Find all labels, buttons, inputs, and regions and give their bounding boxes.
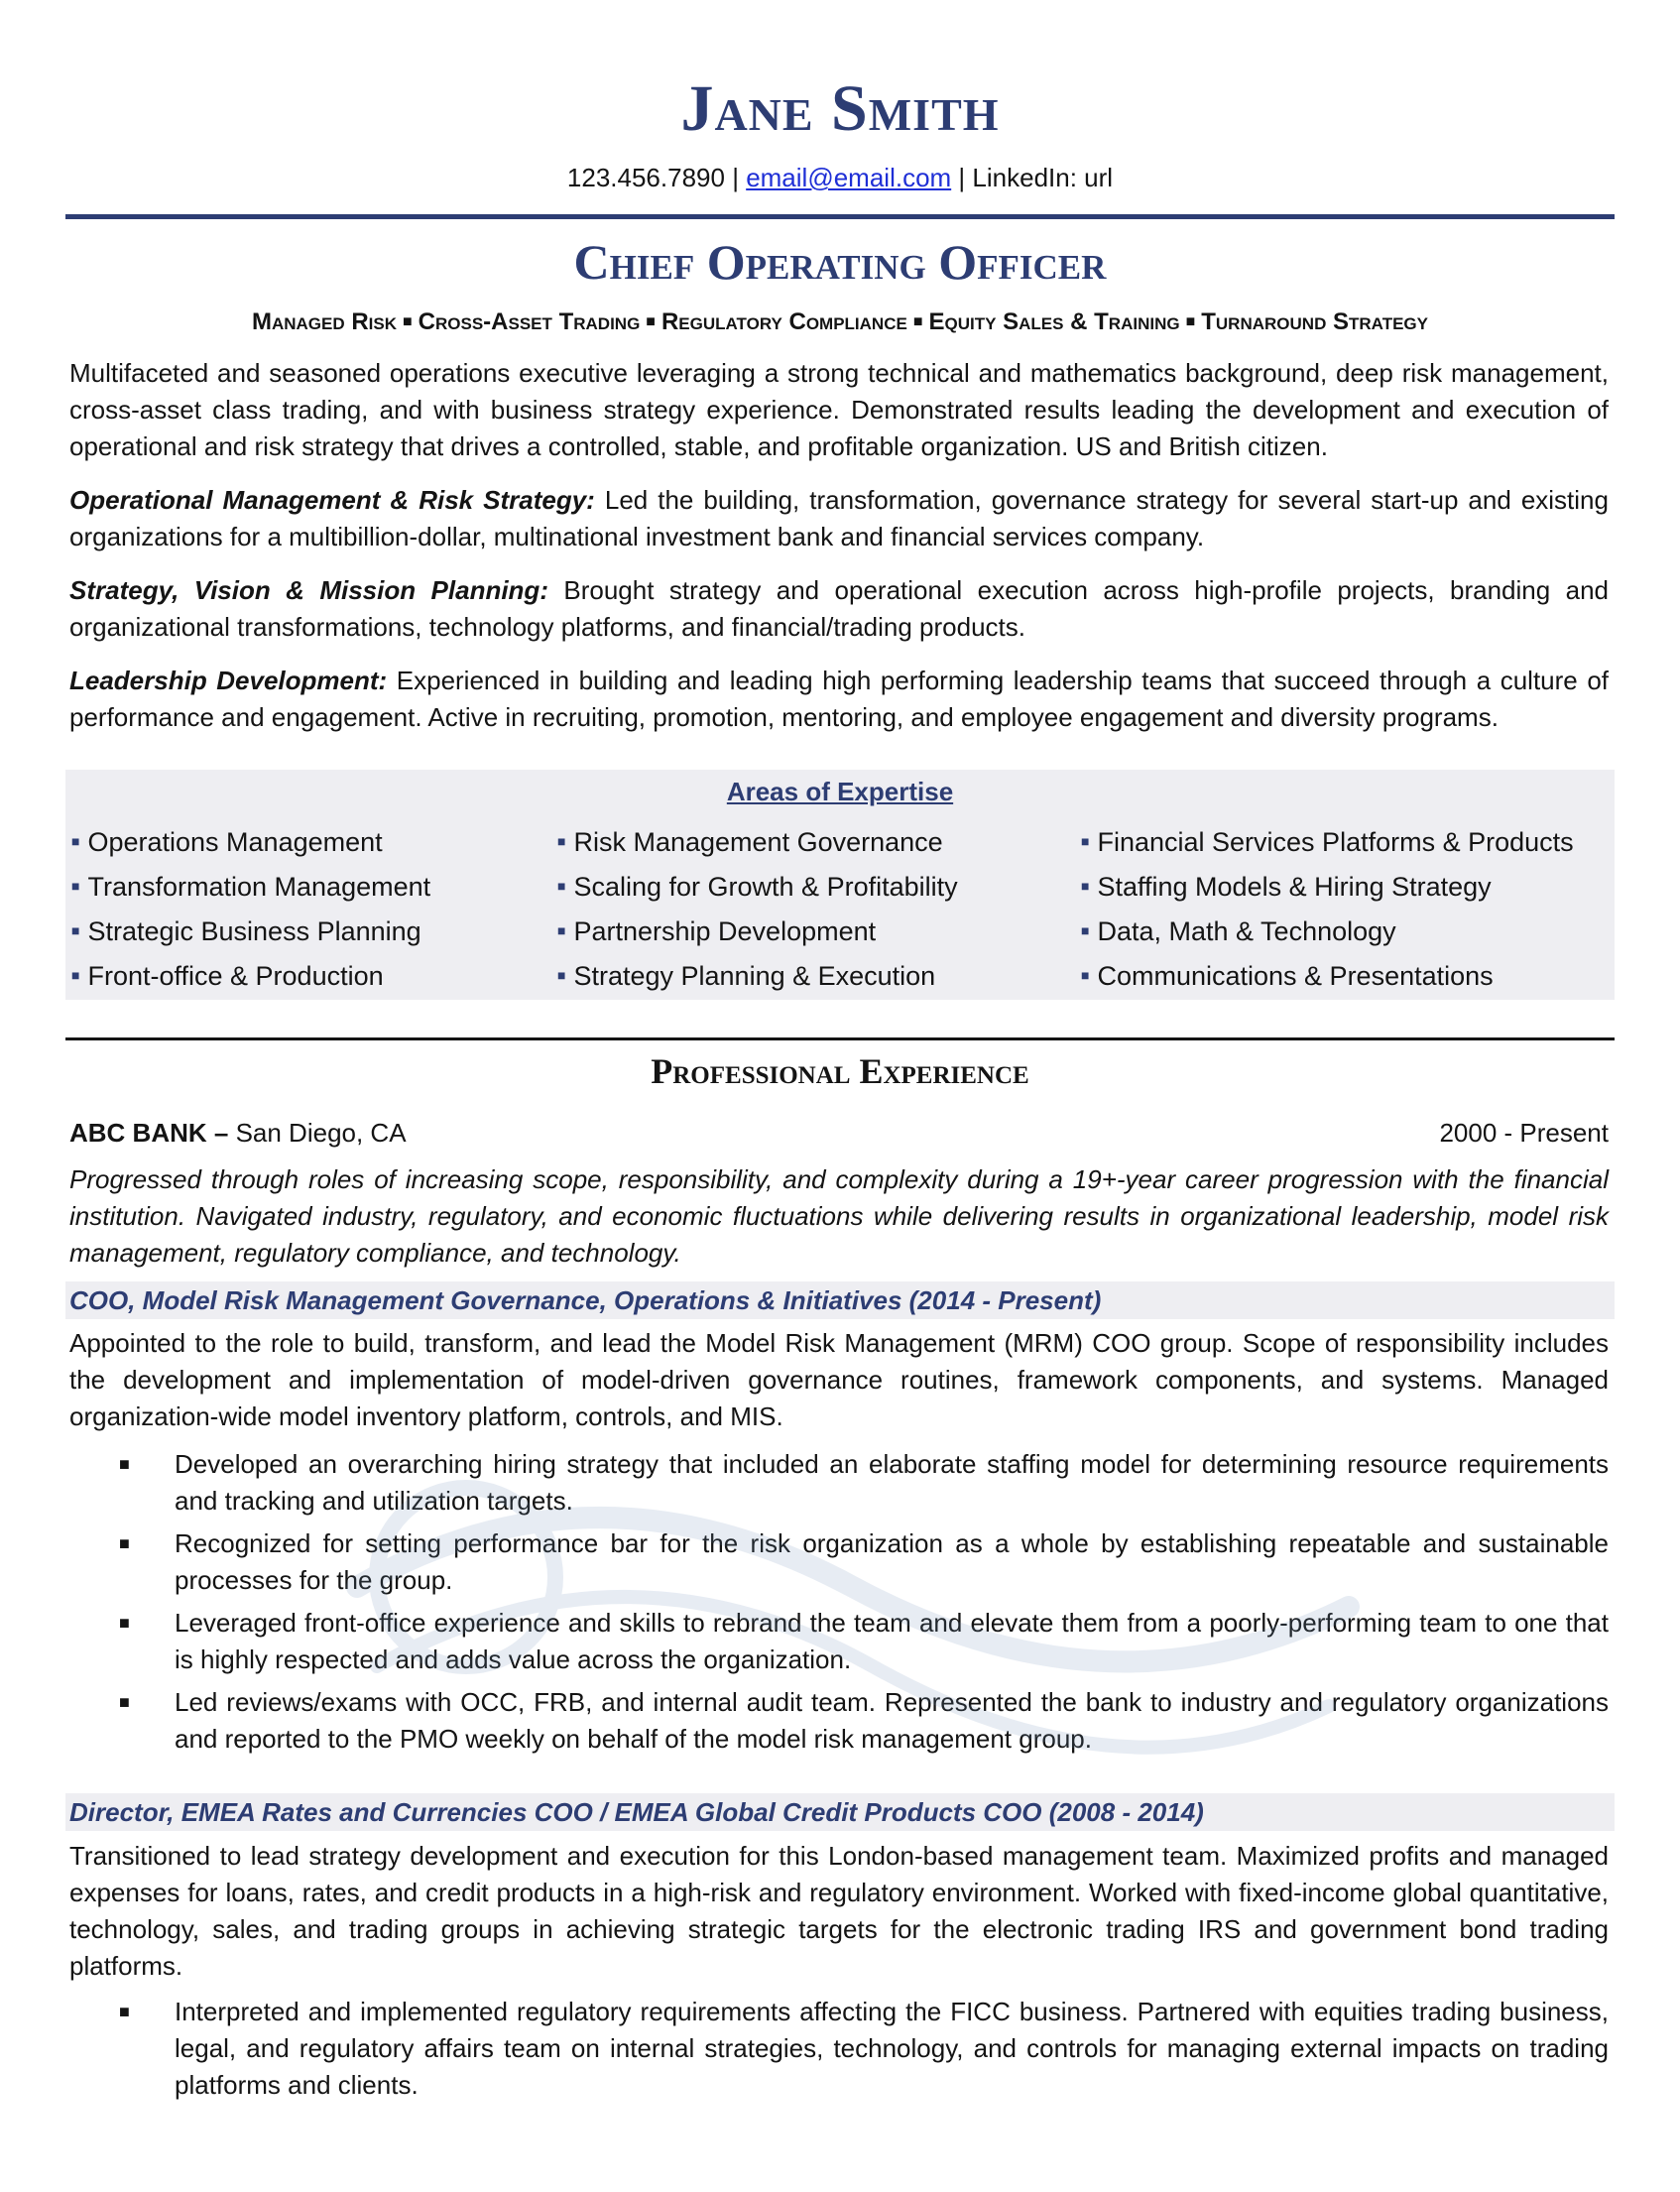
role-title-bar [65, 1793, 1615, 1831]
summary-paragraph: Multifaceted and seasoned operations executive leveraging a strong technical and mathematics background, deep risk management, cross-asset class trading, and with business strategy experience. Demonstrated results leading the development and execution of operational and risk strategy that drives a controlled, stable, and profitable organization. US and British citizen. [69, 358, 1609, 461]
keyword-bar [0, 305, 1680, 339]
square-bullet-icon: ■ [1081, 878, 1090, 894]
square-bullet-icon: ■ [71, 878, 80, 894]
contact-separator: | [958, 163, 966, 192]
role-title: Director, EMEA Rates and Currencies COO / EMEA Global Credit Products COO (2008 - 2014) [69, 1797, 1204, 1827]
highlight-text: Brought strategy and operational execution across high-profile projects, branding and organizational transformations, technology platforms, and financial/trading products. [69, 575, 1609, 642]
square-bullet-icon: ■ [1081, 922, 1090, 938]
contact-separator: | [732, 163, 739, 192]
square-bullet-icon: ■ [403, 313, 413, 330]
header-divider [65, 214, 1615, 219]
role-title-bar [65, 1281, 1615, 1319]
square-bullet-icon: ■ [119, 1692, 130, 1712]
achievement-item: ■ Interpreted and implemented regulatory requirements affecting the FICC business. Partnered with equities trading business, legal, and regulatory affairs team on internal strategies, technology, and controls for managing external impacts on trading platforms and clients. [119, 1994, 1609, 2104]
expertise-item: ■ Risk Management Governance [557, 827, 943, 857]
highlight-paragraph [69, 663, 1609, 736]
keyword: Managed Risk [251, 308, 397, 335]
square-bullet-icon: ■ [1081, 967, 1090, 983]
keyword: Turnaround Strategy [1201, 308, 1428, 335]
expertise-section [65, 770, 1615, 1000]
square-bullet-icon: ■ [71, 967, 80, 983]
highlight-paragraph [69, 572, 1609, 646]
achievement-item: ■ Led reviews/exams with OCC, FRB, and internal audit team. Represented the bank to industry and regulatory organizations and reported to the PMO weekly on behalf of the model risk management group. [119, 1684, 1609, 1758]
headline-title: Chief Operating Officer [573, 234, 1107, 290]
expertise-item: ■ Transformation Management [71, 872, 431, 902]
employment-dates: 2000 - Present [1439, 1118, 1609, 1148]
keyword: Equity Sales & Training [928, 308, 1180, 335]
highlight-text: Led the building, transformation, governance strategy for several start-up and existing organizations for a multibillion-dollar, multinational investment bank and financial services company. [69, 485, 1609, 551]
role-description: Appointed to the role to build, transform, and lead the Model Risk Management (MRM) COO group. Scope of responsibility includes the development and implementation of model-driven governance routines, framework components, and systems. Managed organization-wide model inventory platform, controls, and MIS. [69, 1328, 1609, 1431]
email-link[interactable]: email@email.com [746, 163, 952, 192]
square-bullet-icon: ■ [71, 922, 80, 938]
expertise-item: ■ Financial Services Platforms & Products [1081, 827, 1574, 857]
expertise-column [71, 819, 430, 998]
expertise-item: ■ Strategy Planning & Execution [557, 961, 936, 991]
company-line [69, 1115, 1609, 1151]
expertise-title: Areas of Expertise [726, 777, 954, 806]
phone: 123.456.7890 [566, 163, 725, 192]
candidate-name: Jane Smith [680, 72, 1000, 145]
achievement-item: ■ Recognized for setting performance bar for the risk organization as a whole by establishing repeatable and sustainable processes for the group. [119, 1525, 1609, 1599]
linkedin: LinkedIn: url [972, 163, 1114, 192]
square-bullet-icon: ■ [119, 1533, 130, 1553]
expertise-item: ■ Operations Management [71, 827, 383, 857]
square-bullet-icon: ■ [646, 313, 656, 330]
keyword: Regulatory Compliance [660, 308, 907, 335]
expertise-item: ■ Strategic Business Planning [71, 916, 421, 946]
company-location: San Diego, CA [228, 1118, 407, 1148]
square-bullet-icon: ■ [1081, 833, 1090, 849]
highlight-text: Experienced in building and leading high performing leadership teams that succeed through a culture of performance and engagement. Active in recruiting, promotion, mentoring, and employee engagement and diversity programs. [69, 666, 1610, 732]
achievement-list [119, 1446, 1609, 1764]
expertise-item: ■ Staffing Models & Hiring Strategy [1081, 872, 1492, 902]
square-bullet-icon: ■ [557, 878, 566, 894]
square-bullet-icon: ■ [1185, 313, 1196, 330]
expertise-item: ■ Scaling for Growth & Profitability [557, 872, 958, 902]
expertise-item: ■ Partnership Development [557, 916, 877, 946]
highlight-label: Leadership Development: [69, 666, 388, 695]
square-bullet-icon: ■ [119, 1613, 130, 1633]
highlight-paragraph [69, 482, 1609, 555]
achievement-list [119, 1994, 1609, 2110]
square-bullet-icon: ■ [119, 1454, 130, 1474]
highlight-label: Operational Management & Risk Strategy: [69, 485, 595, 515]
square-bullet-icon: ■ [119, 2002, 130, 2021]
expertise-column [1081, 819, 1574, 998]
company-overview: Progressed through roles of increasing scope, responsibility, and complexity during a 19+-year career progression with the financial institution. Navigated industry, regulatory, and economic fluctuations while delivering results in organizational leadership, model risk management, regulatory compliance, and technology. [69, 1164, 1609, 1268]
company-name: ABC BANK – [69, 1118, 229, 1148]
contact-line [0, 161, 1680, 194]
square-bullet-icon: ■ [71, 833, 80, 849]
square-bullet-icon: ■ [557, 922, 566, 938]
achievement-item: ■ Leveraged front-office experience and skills to rebrand the team and elevate them from a poorly-performing team to one that is highly respected and adds value across the organization. [119, 1605, 1609, 1678]
role-description: Transitioned to lead strategy development and execution for this London-based management team. Maximized profits and managed expenses for loans, rates, and credit products in a high-risk and regulatory environment. Worked with fixed-income global quantitative, technology, sales, and trading groups in achieving strategic targets for the electronic trading IRS and government bond trading platforms. [69, 1841, 1609, 1981]
expertise-item: ■ Front-office & Production [71, 961, 384, 991]
section-divider [65, 1037, 1615, 1040]
square-bullet-icon: ■ [912, 313, 923, 330]
expertise-item: ■ Communications & Presentations [1081, 961, 1494, 991]
expertise-item: ■ Data, Math & Technology [1081, 916, 1396, 946]
square-bullet-icon: ■ [557, 967, 566, 983]
role-title: COO, Model Risk Management Governance, Operations & Initiatives (2014 - Present) [69, 1285, 1102, 1315]
section-title: Professional Experience [651, 1051, 1029, 1091]
highlight-label: Strategy, Vision & Mission Planning: [69, 575, 548, 605]
keyword: Cross-Asset Trading [418, 308, 641, 335]
square-bullet-icon: ■ [557, 833, 566, 849]
achievement-item: ■ Developed an overarching hiring strategy that included an elaborate staffing model for determining resource requirements and tracking and utilization targets. [119, 1446, 1609, 1520]
expertise-column [557, 819, 958, 998]
